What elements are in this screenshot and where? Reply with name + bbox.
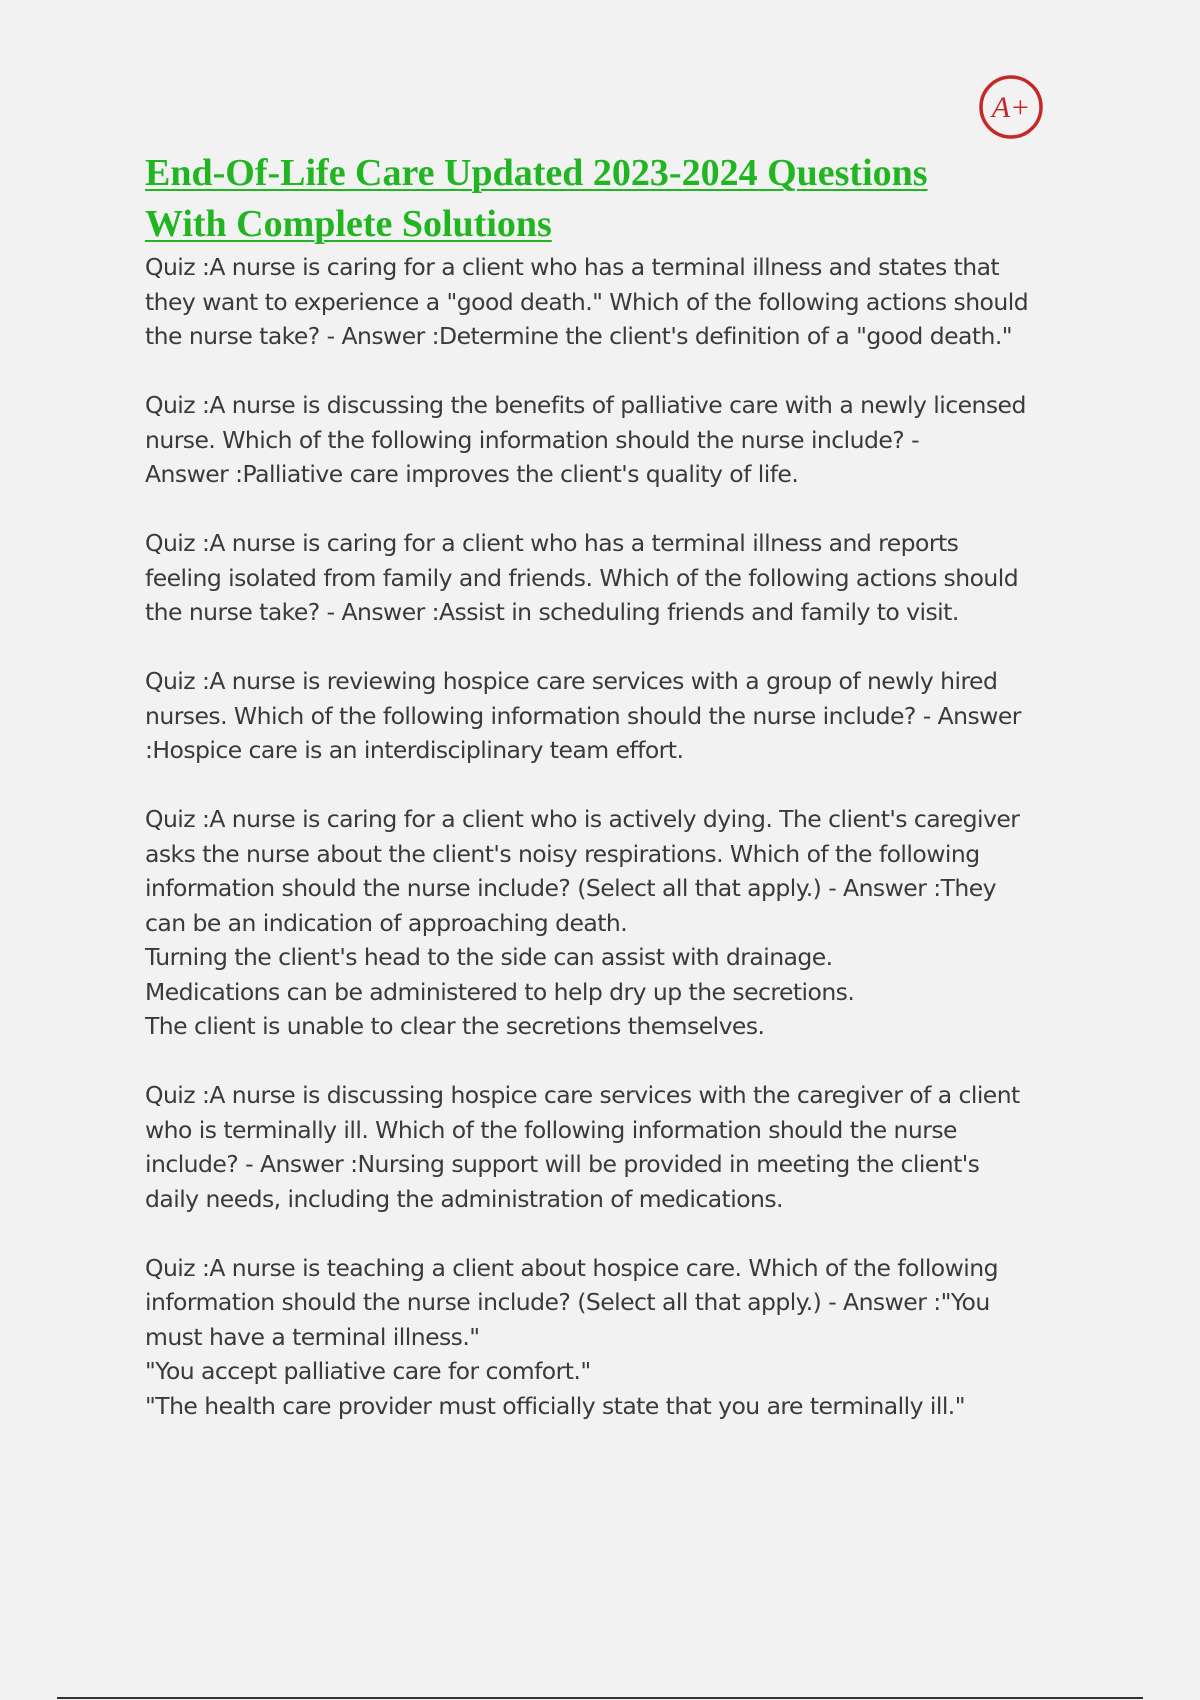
question-text-line: nurse. Which of the following information should the nurse include? - (145, 425, 920, 454)
question-text-line: "You accept palliative care for comfort." (145, 1357, 591, 1385)
question-text-line: Quiz :A nurse is reviewing hospice care services with a group of newly hired (145, 667, 998, 695)
title-line-2: With Complete Solutions (145, 203, 552, 245)
question-text-line: :Hospice care is an interdisciplinary team effort. (145, 736, 684, 764)
question-block (145, 1251, 1065, 1424)
question-text-line: The client is unable to clear the secretions themselves. (145, 1012, 765, 1040)
question-text-line: the nurse take? - Answer :Assist in scheduling friends and family to visit. (145, 598, 959, 626)
question-text-line: Quiz :A nurse is caring for a client who has a terminal illness and states that (145, 253, 1000, 281)
question-text-line: who is terminally ill. Which of the following information should the nurse (145, 1115, 957, 1144)
question-text-line: information should the nurse include? (Select all that apply.) - Answer :They (145, 874, 997, 902)
question-block (145, 250, 1065, 354)
question-block (145, 526, 1065, 630)
question-text-line: they want to experience a "good death." Which of the following actions should (145, 287, 1029, 316)
question-list (145, 250, 1065, 1458)
question-text-line: Quiz :A nurse is teaching a client about hospice care. Which of the following (145, 1253, 998, 1282)
question-text-line: the nurse take? - Answer :Determine the client's definition of a "good death." (145, 322, 1013, 350)
question-text-line: feeling isolated from family and friends. Which of the following actions should (145, 563, 1019, 592)
question-text-line: asks the nurse about the client's noisy respirations. Which of the following (145, 839, 980, 868)
question-text-line: include? - Answer :Nursing support will be provided in meeting the client's (145, 1150, 980, 1178)
question-text-line: daily needs, including the administration of medications. (145, 1184, 783, 1213)
question-text-line: can be an indication of approaching death. (145, 908, 628, 937)
question-text-line: Answer :Palliative care improves the client's quality of life. (145, 460, 799, 488)
grade-a-plus-stamp (978, 74, 1044, 140)
title-line-1: End-Of-Life Care Updated 2023-2024 Questions (145, 152, 928, 194)
question-block (145, 1078, 1065, 1216)
question-text-line: Turning the client's head to the side can assist with drainage. (145, 943, 833, 971)
question-block (145, 388, 1065, 492)
question-text-line: must have a terminal illness." (145, 1322, 480, 1351)
question-text-line: Medications can be administered to help dry up the secretions. (145, 977, 855, 1006)
question-text-line: Quiz :A nurse is caring for a client who has a terminal illness and reports (145, 529, 959, 557)
question-text-line: Quiz :A nurse is discussing the benefits of palliative care with a newly licensed (145, 391, 1026, 419)
question-text-line: Quiz :A nurse is caring for a client who is actively dying. The client's caregiver (145, 805, 1020, 833)
question-text-line: information should the nurse include? (Select all that apply.) - Answer :"You (145, 1288, 990, 1316)
question-block (145, 664, 1065, 768)
question-block (145, 802, 1065, 1044)
question-text-line: "The health care provider must officially state that you are terminally ill." (145, 1391, 965, 1420)
question-text-line: Quiz :A nurse is discussing hospice care services with the caregiver of a client (145, 1081, 1020, 1109)
document-title (145, 148, 1045, 250)
stamp-grade-text: A+ (991, 91, 1031, 124)
question-text-line: nurses. Which of the following information should the nurse include? - Answer (145, 701, 1021, 730)
page-bottom-rule (57, 1697, 1143, 1699)
